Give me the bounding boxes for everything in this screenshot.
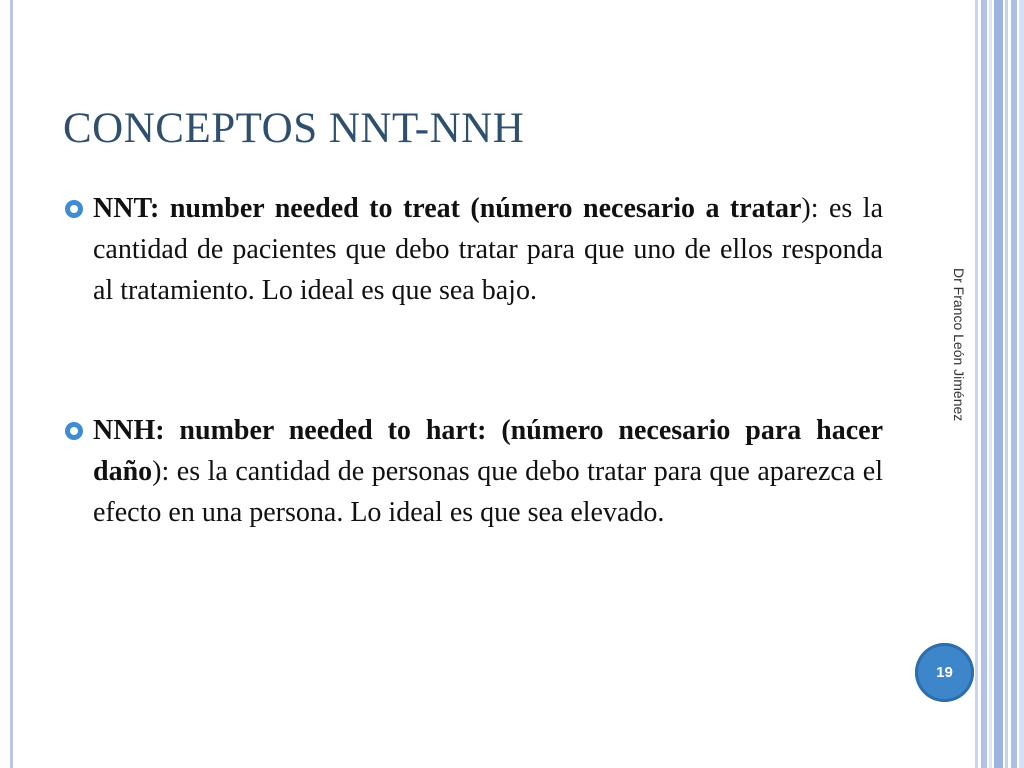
author-side-label: Dr Franco León Jiménez xyxy=(951,268,967,422)
right-decorative-band xyxy=(994,0,1003,768)
right-decorative-band xyxy=(1019,0,1024,768)
bullet-circle-icon xyxy=(65,200,83,218)
right-decorative-band xyxy=(975,0,978,768)
right-decorative-band xyxy=(989,0,992,768)
bullet-description: ): es la cantidad de personas que debo tratar para que aparezca el efecto en una persona. Lo ideal es que sea elevado. xyxy=(93,456,883,528)
right-decorative-band xyxy=(1005,0,1008,768)
slide-title: CONCEPTOS NNT-NNH xyxy=(63,105,525,152)
bullet-text xyxy=(93,188,883,311)
bullet-term: NNH: number needed to hart: (número necesario para hacer daño xyxy=(93,415,883,487)
right-decorative-band xyxy=(1011,0,1017,768)
page-number-badge xyxy=(915,643,974,702)
bullet-text xyxy=(93,410,883,533)
page-number: 19 xyxy=(936,664,953,681)
bullet-nnh xyxy=(65,410,883,533)
right-decorative-band xyxy=(981,0,987,768)
left-border-rule xyxy=(10,0,13,768)
bullet-term: NNT: number needed to treat (número necesario a tratar xyxy=(93,193,802,224)
bullet-nnt xyxy=(65,188,883,311)
bullet-description: ): es la cantidad de pacientes que debo tratar para que uno de ellos responda al tratamiento. Lo ideal es que sea bajo. xyxy=(93,193,883,306)
bullet-circle-icon xyxy=(65,422,83,440)
